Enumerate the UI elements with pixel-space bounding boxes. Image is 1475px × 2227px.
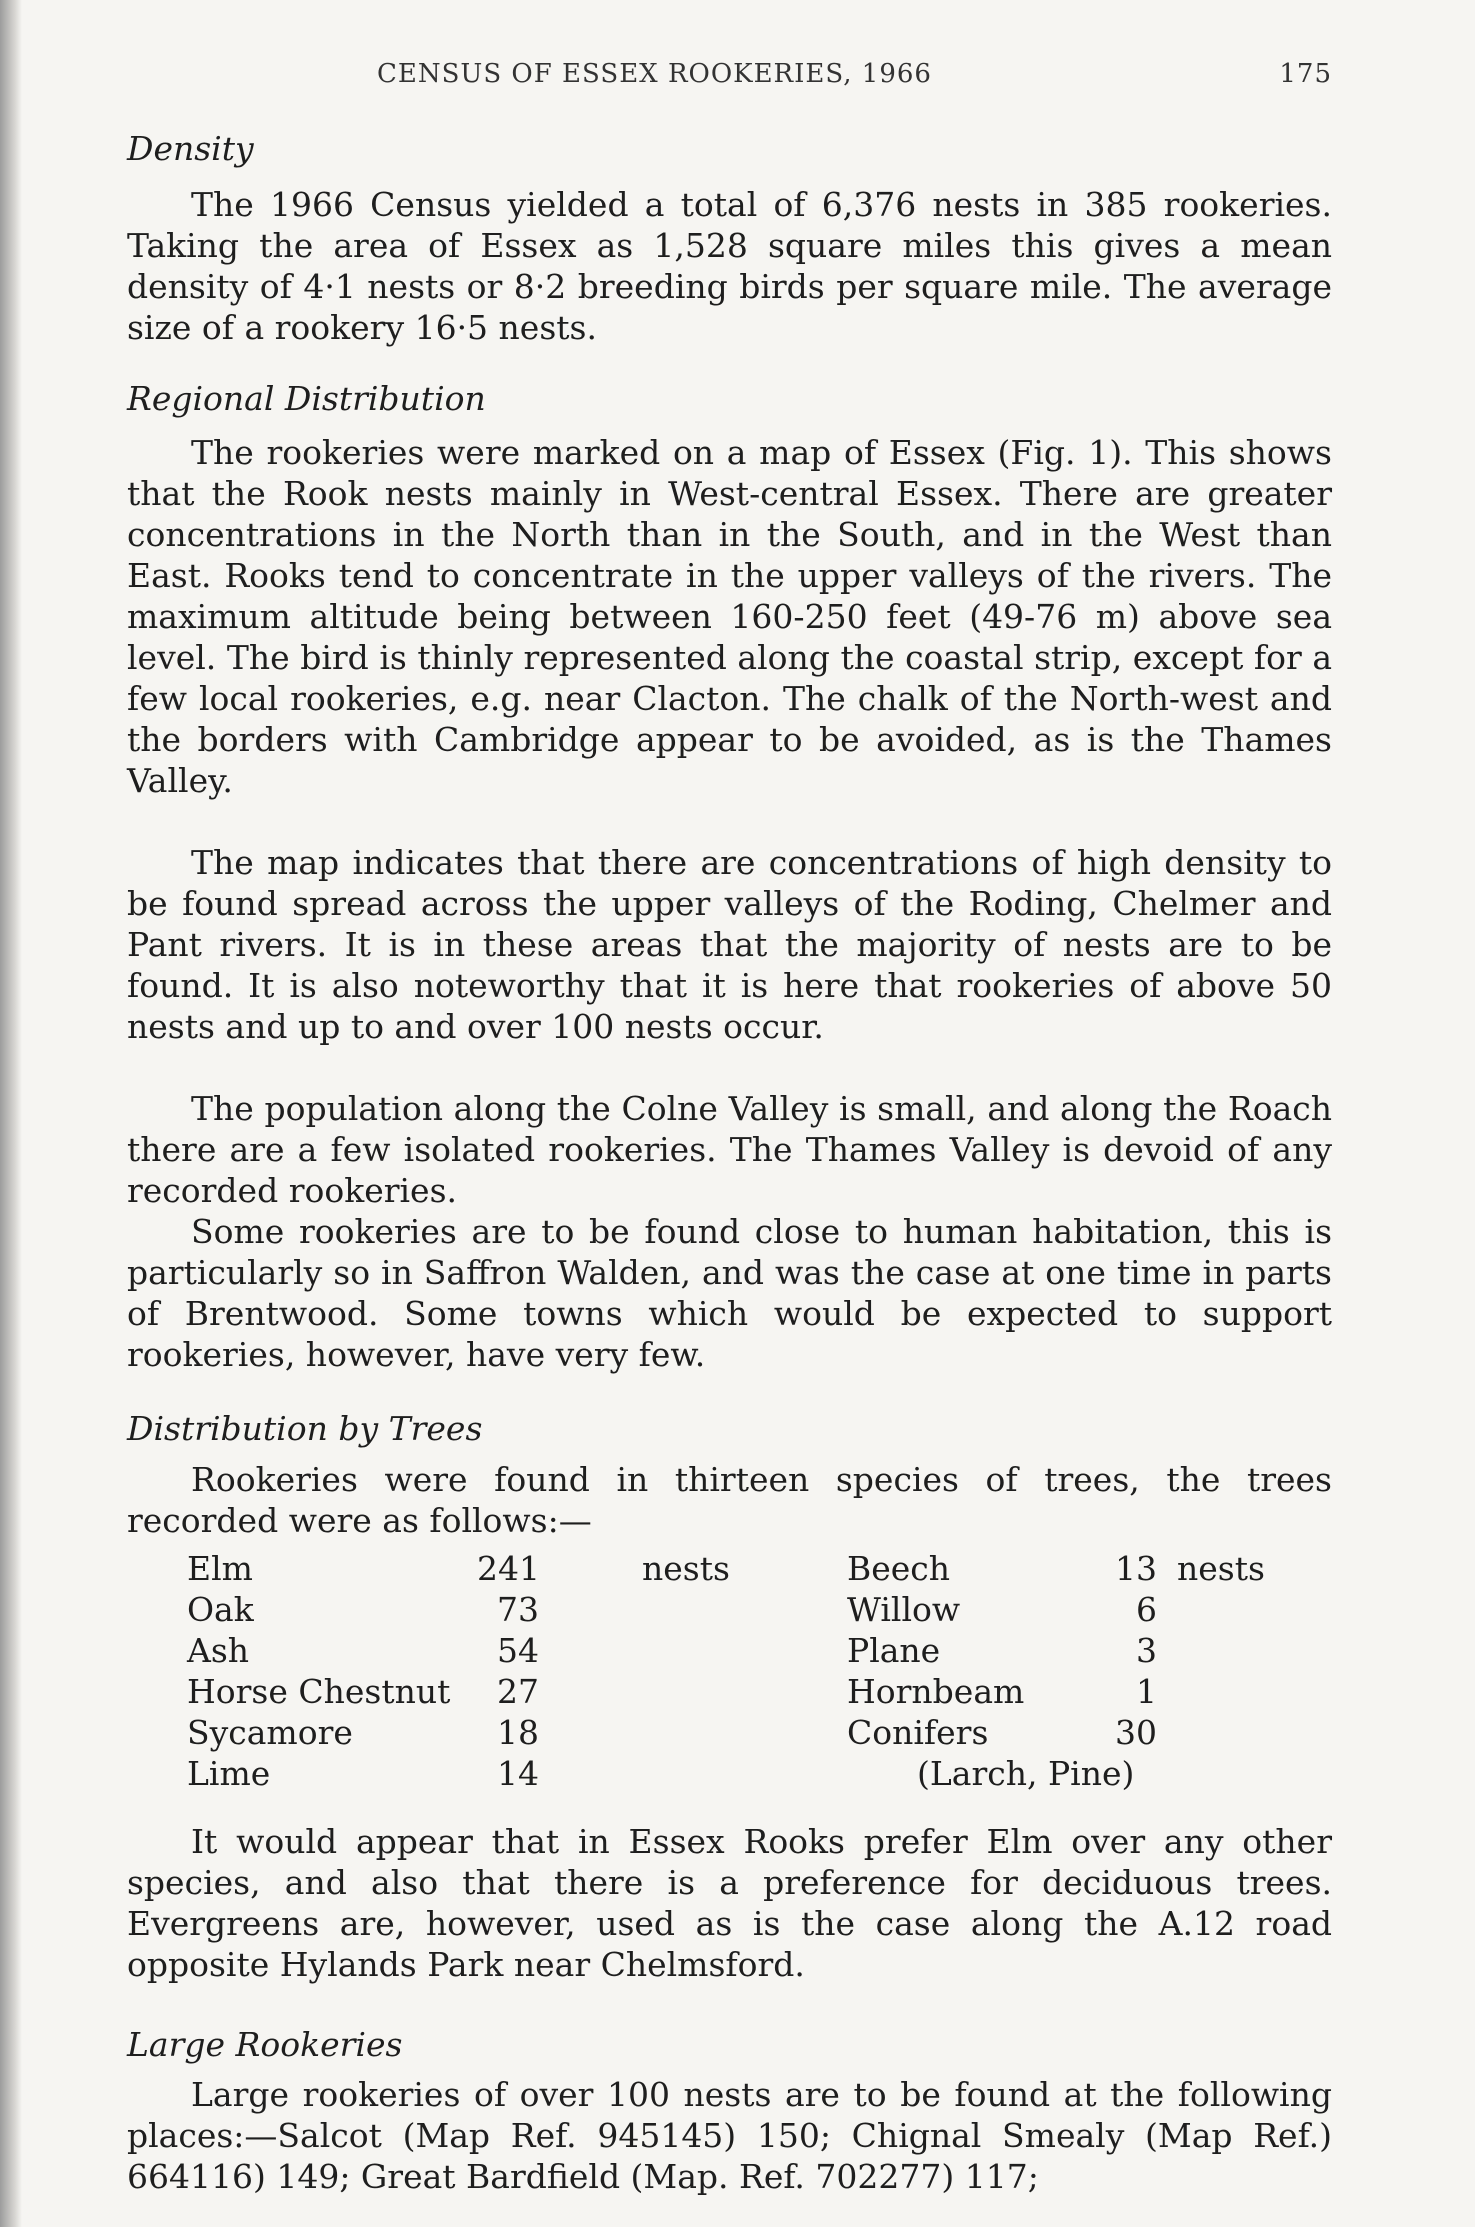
tree-name: Plane [847,1631,941,1670]
paragraph-trees-conclusion: It would appear that in Essex Rooks prefer Elm over any other species, and also that there is a preference for deciduous trees. Evergreens are, however, used as is the case along the A.12 road opposite Hylands Park near Chelmsford. [127,1822,1332,1984]
tree-count: 1 [1136,1672,1157,1711]
tree-count: 73 [497,1590,539,1629]
page-binding-shadow [0,0,22,2227]
tree-count: 14 [497,1754,539,1793]
section-heading-distribution-by-trees: Distribution by Trees [127,1409,483,1448]
tree-count: 27 [497,1672,539,1711]
tree-count-unit: nests [1177,1549,1265,1588]
tree-name: Conifers [847,1713,989,1752]
tree-name: Hornbeam [847,1672,1025,1711]
paragraph-regional-1: The rookeries were marked on a map of Essex (Fig. 1). This shows that the Rook nests mainly in West-central Essex. There are greater concentrations in the North than in the South, and in the West than East. Rooks tend to concentrate in the upper valleys of the rivers. The maximum altitude being between 160-250 feet (49-76 m) above sea level. The bird is thinly represented along the coastal strip, except for a few local rookeries, e.g. near Clacton. The chalk of the North-west and the borders with Cambridge appear to be avoided, as is the Thames Valley. [127,433,1332,800]
document-page [127,0,1332,2227]
section-heading-density: Density [127,129,254,168]
paragraph-regional-4: Some rookeries are to be found close to human habitation, this is particularly so in Saffron Walden, and was the case at one time in parts of Brentwood. Some towns which would be expected to support rookeries, however, have very few. [127,1212,1332,1374]
tree-count: 30 [1115,1713,1157,1752]
tree-name: Lime [187,1754,271,1793]
paragraph-density: The 1966 Census yielded a total of 6,376 nests in 385 rookeries. Taking the area of Essex as 1,528 square miles this gives a mean density of 4·1 nests or 8·2 breeding birds per square mile. The average size of a rookery 16·5 nests. [127,185,1332,347]
tree-name: Ash [187,1631,250,1670]
tree-name: Elm [187,1549,253,1588]
tree-count: 6 [1136,1590,1157,1629]
tree-name: Willow [847,1590,961,1629]
tree-name: Horse Chestnut [187,1672,451,1711]
tree-name: Sycamore [187,1713,353,1752]
running-header [127,54,1332,94]
page-number: 175 [1279,59,1332,89]
tree-count: 13 [1115,1549,1157,1588]
tree-name: Beech [847,1549,951,1588]
conifers-note-text: (Larch, Pine) [917,1754,1135,1793]
tree-count: 54 [497,1631,539,1670]
paragraph-regional-3: The population along the Colne Valley is small, and along the Roach there are a few isolated rookeries. The Thames Valley is devoid of any recorded rookeries. [127,1089,1332,1210]
paragraph-large-rookeries: Large rookeries of over 100 nests are to be found at the following places:—Salcot (Map Ref. 945145) 150; Chignal Smealy (Map Ref.) 664116) 149; Great Bardfield (Map. Ref. 702277) 117; [127,2075,1332,2196]
running-title: CENSUS OF ESSEX ROOKERIES, 1966 [377,59,932,89]
section-heading-large-rookeries: Large Rookeries [127,2025,403,2064]
tree-name: Oak [187,1590,254,1629]
section-heading-regional-distribution: Regional Distribution [127,379,486,418]
tree-count: 241 [477,1549,540,1588]
paragraph-regional-2: The map indicates that there are concentrations of high density to be found spread across the upper valleys of the Roding, Chelmer and Pant rivers. It is in these areas that the majority of nests are to be found. It is also noteworthy that it is here that rookeries of above 50 nests and up to and over 100 nests occur. [127,843,1332,1046]
tree-count-unit: nests [642,1549,730,1588]
tree-count: 18 [497,1713,539,1752]
tree-count: 3 [1136,1631,1157,1670]
paragraph-trees-intro: Rookeries were found in thirteen species of trees, the trees recorded were as follows:— [127,1460,1332,1540]
